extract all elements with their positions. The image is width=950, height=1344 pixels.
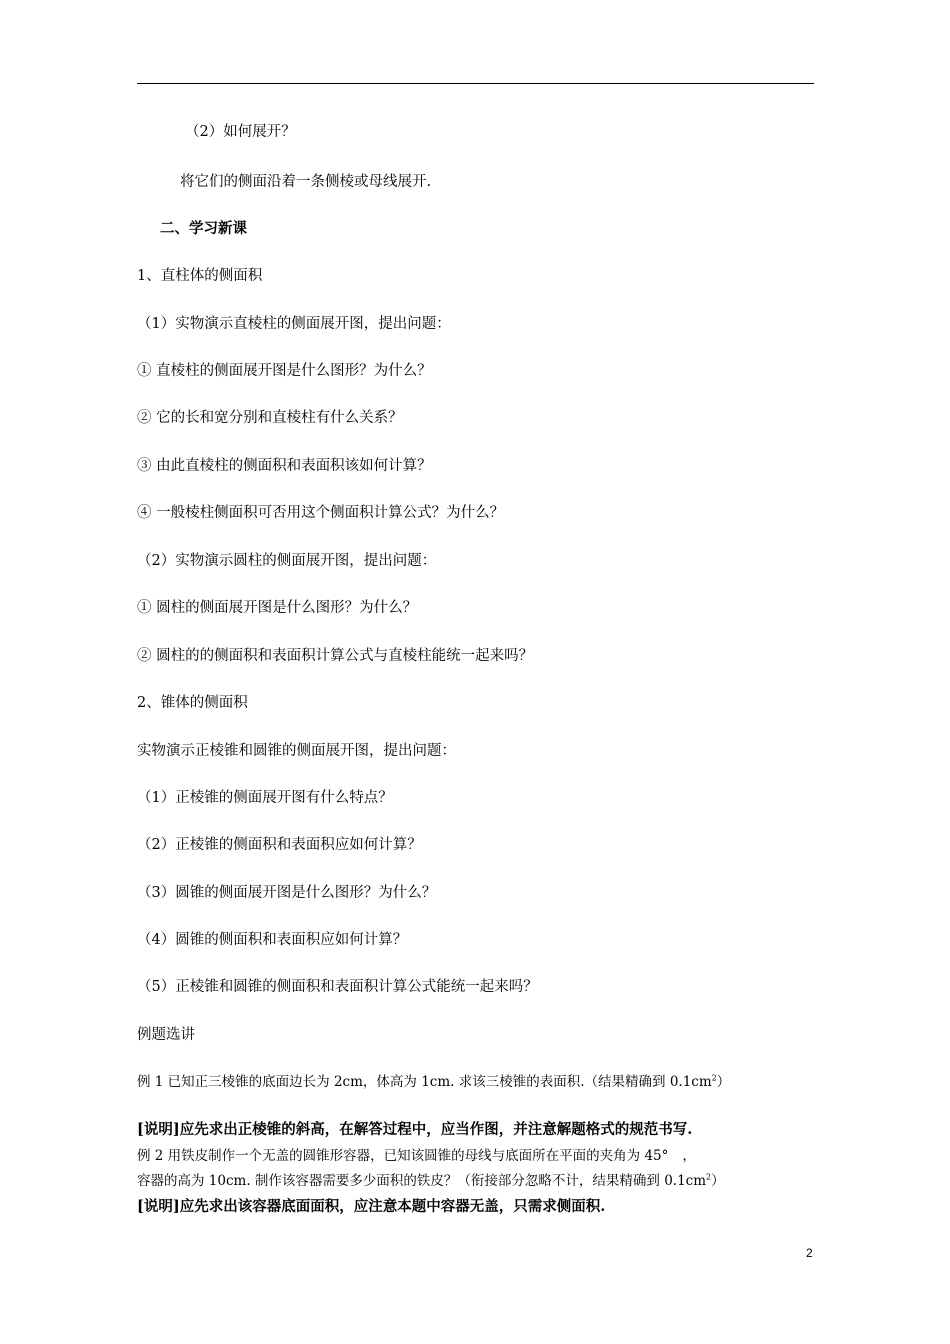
text-line: 实物演示正棱锥和圆锥的侧面展开图，提出问题： [137, 743, 456, 759]
note-2: [说明]应先求出该容器底面面积，应注意本题中容器无盖，只需求侧面积. [137, 1198, 606, 1215]
example-2-line-2 [137, 1171, 725, 1191]
header-rule [137, 83, 814, 84]
example-1-tail: ） [716, 1074, 731, 1090]
text-line: （2）实物演示圆柱的侧面展开图，提出问题： [137, 553, 437, 569]
text-line: 将它们的侧面沿着一条侧棱或母线展开. [180, 174, 432, 190]
example-1 [137, 1072, 730, 1092]
text-line: （2）如何展开？ [185, 124, 296, 140]
question-item: （1）正棱锥的侧面展开图有什么特点？ [137, 790, 393, 806]
superscript: 2 [706, 1172, 712, 1182]
question-item: （4）圆锥的侧面积和表面积应如何计算？ [137, 932, 408, 948]
example-2-tail: ） [711, 1173, 725, 1189]
question-item: ① 直棱柱的侧面展开图是什么图形？为什么？ [137, 363, 432, 379]
text-line: 例题选讲 [137, 1027, 195, 1043]
question-item: ③ 由此直棱柱的侧面积和表面积该如何计算？ [137, 458, 432, 474]
section-heading: 二、学习新课 [160, 220, 247, 237]
note-1: [说明]应先求出正棱锥的斜高，在解答过程中，应当作图，并注意解题格式的规范书写. [137, 1121, 693, 1138]
example-2-text: 例 2 用铁皮制作一个无盖的圆锥形容器，已知该圆锥的母线与底面所在平面的夹角为 45° [137, 1148, 669, 1164]
page-number: 2 [806, 1246, 813, 1260]
text-line: （1）实物演示直棱柱的侧面展开图，提出问题： [137, 316, 451, 332]
example-2-line-1 [137, 1146, 696, 1166]
subsection-heading: 1、直柱体的侧面积 [137, 268, 263, 284]
question-item: ④ 一般棱柱侧面积可否用这个侧面积计算公式？为什么？ [137, 505, 505, 521]
question-item: （2）正棱锥的侧面积和表面积应如何计算？ [137, 837, 422, 853]
question-item: ① 圆柱的侧面展开图是什么图形？为什么？ [137, 600, 418, 616]
question-item: ② 圆柱的的侧面积和表面积计算公式与直棱柱能统一起来吗？ [137, 648, 534, 664]
question-item: （5）正棱锥和圆锥的侧面积和表面积计算公式能统一起来吗？ [137, 979, 538, 995]
example-2-comma: ， [682, 1148, 696, 1164]
superscript: 2 [711, 1073, 717, 1083]
question-item: （3）圆锥的侧面展开图是什么图形？为什么？ [137, 885, 437, 901]
example-2-text-2: 容器的高为 10cm. 制作该容器需要多少面积的铁皮？（衔接部分忽略不计，结果精确到 0.1cm [137, 1173, 707, 1189]
example-1-text: 例 1 已知正三棱锥的底面边长为 2cm，体高为 1cm. 求该三棱锥的表面积.（结果精确到 0.1cm [137, 1074, 712, 1090]
subsection-heading: 2、锥体的侧面积 [137, 695, 248, 711]
question-item: ② 它的长和宽分别和直棱柱有什么关系？ [137, 410, 403, 426]
